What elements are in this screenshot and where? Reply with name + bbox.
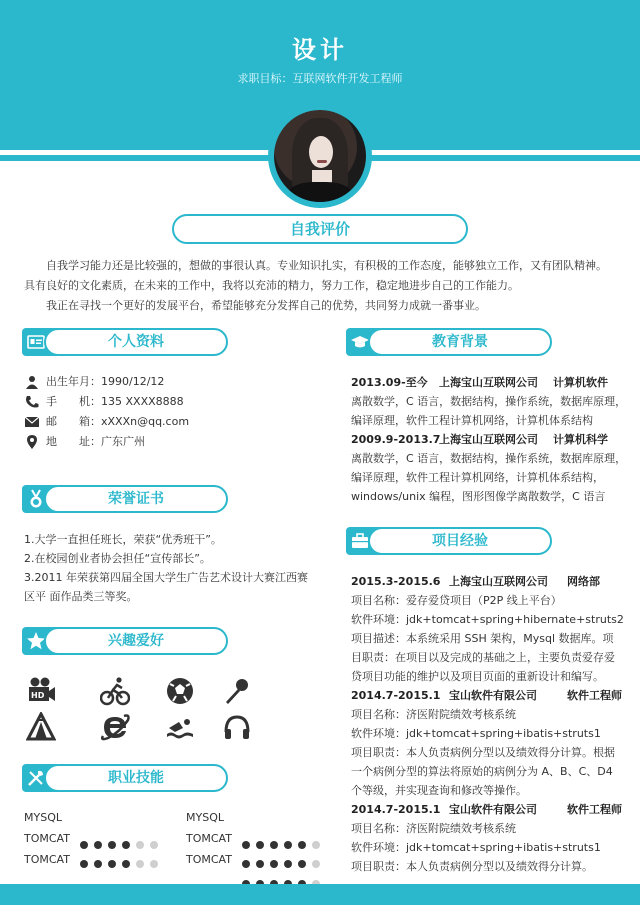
skill-dot — [108, 841, 116, 849]
proj-period: 2015.3-2015.6 — [351, 575, 441, 588]
info-label: 出生年月： — [46, 375, 101, 388]
proj-period: 2014.7-2015.1 — [351, 689, 441, 702]
skill-dot — [298, 841, 306, 849]
proj-line: 项目名称：爱存爱贷项目（P2P 线上平台） — [351, 594, 562, 607]
skill-rating — [242, 860, 332, 870]
skill-rating — [80, 841, 170, 851]
location-pin-icon — [24, 435, 40, 449]
info-value: 广东广州 — [101, 435, 145, 448]
skill-dot — [136, 860, 144, 868]
proj-role: 软件工程师 — [567, 803, 622, 816]
projects-title: 项目经验 — [368, 527, 552, 555]
edu-period: 2009.9-2013.7 — [351, 433, 441, 446]
project-entry-head — [351, 572, 621, 591]
proj-line: 软件环境：jdk+tomcat+spring+hibernate+struts2 — [351, 613, 624, 626]
skill-name: TOMCAT — [24, 853, 70, 866]
education-list — [351, 373, 627, 506]
info-label: 地 址： — [46, 435, 101, 448]
info-email — [24, 413, 189, 431]
self-eval-paragraph: 自我学习能力还是比较强的，想做的事很认真。专业知识扎实，有积极的工作态度，能够独立工作，又有团队精神。具有良好的文化素质，在未来的工作中，我将以充沛的精力，努力工作，稳定地进步自己的工作能力。 — [24, 259, 607, 292]
skill-dot — [312, 841, 320, 849]
proj-line: 项目职责：本人负责病例分型以及绩效得分计算。根据 — [351, 746, 615, 759]
list-item: 区平 面作品类三等奖。 — [24, 590, 138, 603]
info-label: 邮 箱： — [46, 415, 101, 428]
skill-dot — [80, 860, 88, 868]
list-item: 1.大学一直担任班长，荣获“优秀班干”。 — [24, 533, 222, 546]
football-icon — [165, 676, 195, 706]
svg-text:HD: HD — [31, 691, 45, 700]
person-icon — [24, 375, 40, 389]
proj-line: 项目描述：本系统采用 SSH 架构，Mysql 数据库。项 — [351, 632, 614, 645]
cycling-icon — [100, 676, 130, 706]
skill-dot — [122, 841, 130, 849]
skills-section-header — [22, 764, 228, 792]
skill-dot — [242, 841, 250, 849]
info-birth — [24, 373, 164, 391]
self-eval-paragraph: 我正在寻找一个更好的发展平台，希望能够充分发挥自己的优势，共同努力成就一番事业。 — [46, 299, 486, 312]
proj-line: 目职责：在项目以及完成的基础之上，主要负责爱存爱 — [351, 651, 615, 664]
proj-line: 一个病例分型的算法将原始的病例分为 A、B、C、D4 — [351, 765, 613, 778]
skill-dot — [150, 860, 158, 868]
list-item: 2.在校园创业者协会担任“宣传部长”。 — [24, 552, 211, 565]
skill-dot — [284, 841, 292, 849]
info-label: 手 机： — [46, 395, 101, 408]
education-section-header — [346, 328, 552, 356]
skill-name: TOMCAT — [186, 853, 232, 866]
skill-dot — [80, 841, 88, 849]
edu-course-line: 编译原理，软件工程计算机网络，计算机体系结构 — [351, 414, 593, 427]
self-eval-title: 自我评价 — [172, 214, 468, 244]
proj-line: 软件环境：jdk+tomcat+spring+ibatis+struts1 — [351, 841, 601, 854]
education-entry-head — [351, 430, 621, 449]
edu-course-line: windows/unix 编程，图形图像学离散数学，C 语言 — [351, 490, 606, 503]
proj-line: 软件环境：jdk+tomcat+spring+ibatis+struts1 — [351, 727, 601, 740]
hobbies-title: 兴趣爱好 — [44, 627, 228, 655]
projects-list — [351, 572, 624, 876]
skill-dot — [256, 860, 264, 868]
job-objective: 求职目标：互联网软件开发工程师 — [237, 72, 403, 85]
headphones-icon — [222, 712, 252, 742]
profile-photo — [268, 104, 372, 208]
honors-title: 荣誉证书 — [44, 485, 228, 513]
info-address — [24, 433, 145, 451]
skill-dot — [256, 841, 264, 849]
footer-bar — [0, 884, 640, 905]
personal-title: 个人资料 — [44, 328, 228, 356]
proj-line: 项目职责：本人负责病例分型以及绩效得分计算。 — [351, 860, 593, 873]
info-value: 135 XXXX8888 — [101, 395, 184, 408]
skill-dot — [150, 841, 158, 849]
skill-name: TOMCAT — [186, 832, 232, 845]
skill-dot — [122, 860, 130, 868]
phone-icon — [24, 395, 40, 409]
video-camera-icon — [26, 676, 56, 706]
skill-dot — [136, 841, 144, 849]
skill-name: MYSQL — [186, 811, 224, 824]
skill-dot — [242, 860, 250, 868]
info-value: xXXXn@qq.com — [101, 415, 190, 428]
skill-dot — [108, 860, 116, 868]
candidate-name: 设计 — [292, 36, 348, 64]
proj-company: 宝山软件有限公司 — [449, 803, 537, 816]
edu-school: 上海宝山互联网公司 — [439, 376, 538, 389]
skill-rating — [80, 860, 170, 870]
skill-dot — [94, 860, 102, 868]
proj-line: 贷项目功能的维护以及项目页面的重新设计和编写。 — [351, 670, 604, 683]
ie-browser-icon — [100, 712, 130, 742]
list-item: 3.2011 年荣获第四届全国大学生广告艺术设计大赛江西赛 — [24, 571, 308, 584]
proj-line: 项目名称：济医附院绩效考核系统 — [351, 822, 516, 835]
project-entry-head — [351, 686, 621, 705]
proj-company: 上海宝山互联网公司 — [449, 575, 548, 588]
tent-icon — [26, 712, 56, 742]
edu-school: 上海宝山互联网公司 — [439, 433, 538, 446]
edu-course-line: 离散数学，C 语言，数据结构，操作系统，数据库原理， — [351, 452, 627, 465]
swimming-icon — [165, 712, 195, 742]
project-entry-head — [351, 800, 621, 819]
skill-rating — [242, 841, 332, 851]
mail-icon — [24, 415, 40, 429]
education-entry-head — [351, 373, 621, 392]
skills-title: 职业技能 — [44, 764, 228, 792]
edu-major: 计算机软件 — [553, 376, 608, 389]
skill-dot — [284, 860, 292, 868]
honors-list — [24, 530, 324, 606]
skill-dot — [94, 841, 102, 849]
hobbies-section-header — [22, 627, 228, 655]
proj-role: 软件工程师 — [567, 689, 622, 702]
skill-dot — [270, 860, 278, 868]
proj-company: 宝山软件有限公司 — [449, 689, 537, 702]
edu-course-line: 编译原理，软件工程计算机网络，计算机体系结构， — [351, 471, 604, 484]
proj-role: 网络部 — [567, 575, 600, 588]
proj-line: 项目名称：济医附院绩效考核系统 — [351, 708, 516, 721]
projects-section-header — [346, 527, 552, 555]
skill-dot — [312, 860, 320, 868]
skill-name: TOMCAT — [24, 832, 70, 845]
microphone-icon — [222, 676, 252, 706]
self-eval-text — [24, 256, 616, 316]
edu-major: 计算机科学 — [553, 433, 608, 446]
skill-dot — [298, 860, 306, 868]
info-value: 1990/12/12 — [101, 375, 165, 388]
info-phone — [24, 393, 184, 411]
personal-section-header — [22, 328, 228, 356]
honors-section-header — [22, 485, 228, 513]
proj-period: 2014.7-2015.1 — [351, 803, 441, 816]
edu-course-line: 离散数学，C 语言，数据结构，操作系统，数据库原理， — [351, 395, 627, 408]
education-title: 教育背景 — [368, 328, 552, 356]
skill-dot — [270, 841, 278, 849]
edu-period: 2013.09-至今 — [351, 376, 428, 389]
skill-name: MYSQL — [24, 811, 62, 824]
proj-line: 个等级，并实现查询和修改等操作。 — [351, 784, 527, 797]
